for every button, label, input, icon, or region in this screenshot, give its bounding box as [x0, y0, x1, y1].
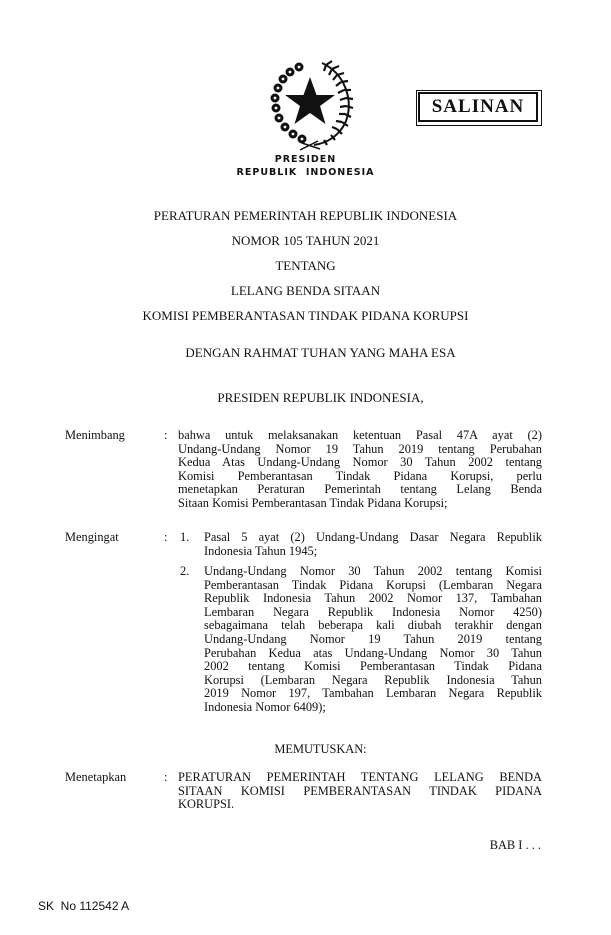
- mengingat-colon: :: [164, 530, 168, 544]
- menimbang-label: Menimbang: [65, 428, 125, 442]
- menetapkan-label: Menetapkan: [65, 770, 127, 784]
- menetapkan-text: PERATURAN PEMERINTAH TENTANG LELANG BENDA SITAAN KOMISI PEMBERANTASAN TINDAK PIDANA KORUPSI.: [178, 770, 542, 812]
- office-line-republik: REPUBLIK INDONESIA: [236, 167, 375, 178]
- menimbang-text: bahwa untuk melaksanakan ketentuan Pasal 47A ayat (2) Undang-Undang Nomor 19 Tahun 2019 tentang Perubahan Kedua Atas Undang-Undang Nomor 30 Tahun 2002 tentang Komisi Pemberantasan Tindak Pidana Korupsi, perlu menetapkan Peraturan Pemerintah tentang Lelang Benda Sitaan Komisi Pemberantasan Tindak Pidana Korupsi;: [178, 428, 542, 510]
- regulation-subject: LELANG BENDA SITAAN: [230, 283, 381, 298]
- page-continuation: BAB I . . .: [489, 838, 541, 852]
- invocation: DENGAN RAHMAT TUHAN YANG MAHA ESA: [185, 345, 456, 360]
- menimbang-colon: :: [164, 428, 168, 442]
- regulation-type: PERATURAN PEMERINTAH REPUBLIK INDONESIA: [153, 208, 458, 223]
- issuer: PRESIDEN REPUBLIK INDONESIA,: [217, 390, 424, 405]
- regulation-institution: KOMISI PEMBERANTASAN TINDAK PIDANA KORUPSI: [142, 308, 469, 323]
- garuda-star-emblem-icon: [262, 55, 358, 151]
- document-page: SALINAN PRESIDEN REPUBLIK INDONESIA PERATURAN PEMERINTAH REPUBLIK INDONESIA NOMOR 105 TAHUN 2021 TENTANG LELANG BENDA SITAAN KOMISI PEMBERANTASAN TINDAK PIDANA KORUPSI DENGAN RAHMAT TUHAN YANG MAHA ESA PRESIDEN REPUBLIK INDONESIA, Menimbang : bahwa untuk melaksanakan ketentuan Pasal 47A ayat (2) Undang-Undang Nomor 19 Tahun 2019 tentang Perubahan Kedua Atas Undang-Undang Nomor 30 Tahun 2002 tentang Komisi Pemberantasan Tindak Pidana Korupsi, perlu menetapkan Peraturan Pemerintah tentang Lelang Benda Sitaan Komisi Pemberantasan Tindak Pidana Korupsi; Mengingat : 1. Pasal 5 ayat (2) Undang-Undang Dasar Negara Republik Indonesia Tahun 1945; 2. Undang-Undang Nomor 30 Tahun 2002 tentang Komisi Pemberantasan Tindak Pidana Korupsi (Lembaran Negara Republik Indonesia Tahun 2002 Nomor 137, Tambahan Lembaran Negara Republik Indonesia Nomor 4250) sebagaimana telah beberapa kali diubah terakhir dengan Undang-Undang Nomor 19 Tahun 2019 tentang Perubahan Kedua atas Undang-Undang Nomor 30 Tahun 2002 tentang Komisi Pemberantasan Tindak Pidana Korupsi (Lembaran Negara Republik Indonesia Tahun 2019 Nomor 197, Tambahan Lembaran Negara Republik Indonesia Nomor 6409); MEMUTUSKAN: Menetapkan : PERATURAN PEMERINTAH TENTANG LELANG BENDA SITAAN KOMISI PEMBERANTASAN TINDAK PIDANA KORUPSI. BAB I . . . SK No 112542 A: [0, 0, 611, 935]
- regulation-number: NOMOR 105 TAHUN 2021: [231, 233, 380, 248]
- regulation-about: TENTANG: [275, 258, 336, 273]
- office-line-presiden: PRESIDEN: [274, 154, 337, 165]
- decision-heading: MEMUTUSKAN:: [274, 742, 367, 756]
- serial-number: SK No 112542 A: [38, 899, 130, 913]
- salinan-stamp: SALINAN: [418, 92, 538, 122]
- mengingat-label: Mengingat: [65, 530, 119, 544]
- menetapkan-colon: :: [164, 770, 168, 784]
